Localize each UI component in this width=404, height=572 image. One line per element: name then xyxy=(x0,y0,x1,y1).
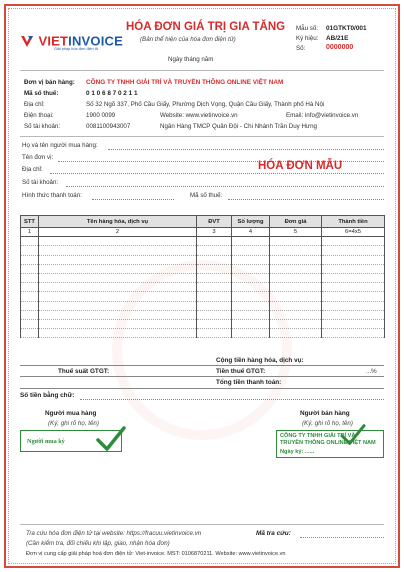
seller-signature-box xyxy=(276,430,384,458)
items-table xyxy=(20,215,385,338)
seller-stamp-date: Ngày ký: ...... xyxy=(280,449,315,455)
table-row xyxy=(21,255,385,264)
buyer-addr-line xyxy=(50,173,384,174)
invoice-date: Ngày tháng năm xyxy=(168,56,214,63)
buyer-name-line xyxy=(108,149,384,150)
table-cell xyxy=(270,310,322,319)
seller-acct-value: 0081100943007 xyxy=(86,123,131,130)
logo-text-viet: VIET xyxy=(38,33,69,49)
table-cell xyxy=(21,310,39,319)
checkmark-icon xyxy=(340,424,366,446)
table-cell xyxy=(39,283,197,292)
table-row xyxy=(21,319,385,328)
index-cell: 4 xyxy=(232,228,270,237)
table-cell xyxy=(21,237,39,246)
invoice-subtitle: (Bản thể hiện của hóa đơn điện tử) xyxy=(140,36,236,43)
index-cell: 5 xyxy=(270,228,322,237)
col-header-unit: ĐVT xyxy=(197,216,232,228)
buyer-tax-label: Mã số thuế: xyxy=(190,192,223,199)
seller-unit-value: CÔNG TY TNHH GIẢI TRÍ VÀ TRUYỀN THÔNG ONLINE VIỆT NAM xyxy=(86,79,284,86)
table-index-row xyxy=(21,228,385,237)
items-table-header xyxy=(21,216,385,228)
seller-sign-hint: (Ký, ghi rõ họ, tên) xyxy=(302,420,353,427)
checkmark-icon xyxy=(96,426,126,452)
index-cell: 6=4x5 xyxy=(322,228,385,237)
table-cell xyxy=(232,301,270,310)
table-cell xyxy=(270,273,322,282)
table-cell xyxy=(21,301,39,310)
seller-stamp-line2: TRUYỀN THÔNG ONLINE VIỆT NAM xyxy=(280,440,376,446)
table-cell xyxy=(322,292,385,301)
seller-stamp-line1: CÔNG TY TNHH GIẢI TRÍ VÀ xyxy=(280,433,356,439)
subtotal-label: Cộng tiền hàng hóa, dịch vụ: xyxy=(216,357,304,364)
table-cell xyxy=(322,301,385,310)
table-cell xyxy=(21,246,39,255)
table-row xyxy=(21,283,385,292)
buyer-addr-label: Địa chỉ: xyxy=(22,166,43,173)
table-cell xyxy=(232,319,270,328)
seller-addr-value: Số 32 Ngõ 337, Phố Cầu Giấy, Phường Dịch Vọng, Quận Cầu Giấy, Thành phố Hà Nội xyxy=(86,101,325,108)
table-cell xyxy=(270,246,322,255)
table-cell xyxy=(197,310,232,319)
table-cell xyxy=(322,329,385,338)
logo-text-invoice: INVOICE xyxy=(68,33,124,49)
table-cell xyxy=(39,264,197,273)
buyer-acct-line xyxy=(66,186,384,187)
table-cell xyxy=(322,237,385,246)
col-header-stt: STT xyxy=(21,216,39,228)
seller-phone-value: 1900 0099 xyxy=(86,112,116,119)
table-cell xyxy=(197,255,232,264)
seller-website: Website: www.vietinvoice.vn xyxy=(160,112,238,119)
table-cell xyxy=(39,237,197,246)
col-header-amount: Thành tiền xyxy=(322,216,385,228)
vat-amount-label: Tiền thuế GTGT: xyxy=(216,368,266,375)
buyer-tax-line xyxy=(228,199,384,200)
table-cell xyxy=(232,246,270,255)
table-cell xyxy=(322,246,385,255)
table-cell xyxy=(270,237,322,246)
vat-rate-label: Thuế suất GTGT: xyxy=(58,368,110,375)
amount-in-words-line xyxy=(80,399,384,400)
table-cell xyxy=(232,237,270,246)
form-label: Mẫu số: xyxy=(296,25,319,32)
totals-divider-2 xyxy=(20,376,384,377)
table-cell xyxy=(322,255,385,264)
footer-divider xyxy=(20,524,384,525)
provider-text: Đơn vị cung cấp giải pháp hoá đơn điện tử: Viet-invoice. MST: 0106870211. Website: www.vietinvoice.vn xyxy=(26,551,286,557)
table-cell xyxy=(39,301,197,310)
table-cell xyxy=(270,283,322,292)
seller-tax-label: Mã số thuế: xyxy=(24,90,59,97)
table-cell xyxy=(322,310,385,319)
seller-unit-label: Đơn vị bán hàng: xyxy=(24,79,75,86)
table-row xyxy=(21,246,385,255)
seller-tax-value: 0 1 0 6 8 7 0 2 1 1 xyxy=(86,90,138,97)
table-cell xyxy=(232,273,270,282)
buyer-pay-line xyxy=(92,199,174,200)
table-cell xyxy=(197,301,232,310)
index-cell: 3 xyxy=(197,228,232,237)
table-cell xyxy=(232,255,270,264)
table-cell xyxy=(197,283,232,292)
table-cell xyxy=(197,292,232,301)
table-cell xyxy=(197,246,232,255)
col-header-price: Đơn giá xyxy=(270,216,322,228)
table-cell xyxy=(232,329,270,338)
serial-value: AB/21E xyxy=(326,35,349,42)
table-cell xyxy=(232,310,270,319)
table-cell xyxy=(21,255,39,264)
col-header-name: Tên hàng hóa, dịch vụ xyxy=(39,216,197,228)
table-cell xyxy=(39,319,197,328)
serial-label: Ký hiệu: xyxy=(296,35,319,42)
table-cell xyxy=(270,255,322,264)
table-cell xyxy=(270,301,322,310)
form-value: 01GTKT0/001 xyxy=(326,25,367,32)
lookup-text: Tra cứu hóa đơn điện tử tại website: https://fracuu.vietinvoice.vn xyxy=(26,530,202,537)
table-row xyxy=(21,237,385,246)
buyer-sign-title: Người mua hàng xyxy=(45,410,97,417)
totals-divider-1 xyxy=(20,365,384,366)
seller-bank: Ngân Hàng TMCP Quân Đội - Chi Nhánh Trần Duy Hưng xyxy=(160,123,317,130)
table-cell xyxy=(197,329,232,338)
table-cell xyxy=(39,273,197,282)
logo-tagline: Giải pháp hóa đơn điện tử xyxy=(54,47,99,51)
seller-sign-title: Người bán hàng xyxy=(300,410,350,417)
number-value: 0000000 xyxy=(326,44,354,51)
buyer-pay-label: Hình thức thanh toán: xyxy=(22,192,82,199)
table-cell xyxy=(21,319,39,328)
table-cell xyxy=(21,283,39,292)
table-cell xyxy=(39,255,197,264)
table-cell xyxy=(39,292,197,301)
table-cell xyxy=(270,329,322,338)
table-cell xyxy=(197,264,232,273)
seller-email: Email: info@vietinvoice.vn xyxy=(286,112,359,119)
table-cell xyxy=(270,319,322,328)
seller-divider xyxy=(20,136,384,137)
totals-divider-3 xyxy=(20,388,384,389)
lookup-code-line xyxy=(300,537,384,538)
table-cell xyxy=(270,292,322,301)
amount-in-words-label: Số tiền bằng chữ: xyxy=(20,392,75,399)
table-cell xyxy=(270,264,322,273)
index-cell: 1 xyxy=(21,228,39,237)
seller-phone-label: Điện thoại: xyxy=(24,112,54,119)
buyer-name-label: Họ và tên người mua hàng: xyxy=(22,142,98,149)
vat-amount-suffix: ...% xyxy=(366,368,377,375)
sample-watermark-text: HÓA ĐƠN MẪU xyxy=(258,160,343,172)
table-cell xyxy=(39,310,197,319)
header-divider xyxy=(20,70,384,71)
lookup-code-label: Mã tra cứu: xyxy=(256,530,291,537)
table-row xyxy=(21,329,385,338)
total-label: Tổng tiền thanh toán: xyxy=(216,379,282,386)
table-cell xyxy=(21,264,39,273)
table-row xyxy=(21,273,385,282)
index-cell: 2 xyxy=(39,228,197,237)
table-cell xyxy=(39,329,197,338)
table-row xyxy=(21,264,385,273)
buyer-acct-label: Số tài khoản: xyxy=(22,179,59,186)
table-cell xyxy=(232,264,270,273)
buyer-signature-text: Người mua ký xyxy=(27,438,65,445)
number-label: Số: xyxy=(296,45,306,52)
table-row xyxy=(21,310,385,319)
seller-addr-label: Địa chỉ: xyxy=(24,101,45,108)
table-cell xyxy=(232,283,270,292)
table-cell xyxy=(322,319,385,328)
table-cell xyxy=(21,329,39,338)
logo-icon xyxy=(20,34,34,48)
table-cell xyxy=(21,273,39,282)
table-cell xyxy=(21,292,39,301)
table-cell xyxy=(197,237,232,246)
table-cell xyxy=(232,292,270,301)
table-cell xyxy=(39,246,197,255)
invoice-title: HÓA ĐƠN GIÁ TRỊ GIA TĂNG xyxy=(126,21,286,33)
table-row xyxy=(21,301,385,310)
footer-note: (Cần kiểm tra, đối chiếu khi lập, giao, nhận hóa đơn) xyxy=(26,540,170,547)
buyer-sign-hint: (Ký, ghi rõ họ, tên) xyxy=(48,420,99,427)
table-cell xyxy=(197,319,232,328)
table-cell xyxy=(322,264,385,273)
table-cell xyxy=(197,273,232,282)
table-cell xyxy=(322,283,385,292)
col-header-qty: Số lượng xyxy=(232,216,270,228)
seller-acct-label: Số tài khoản: xyxy=(24,123,61,130)
table-cell xyxy=(322,273,385,282)
buyer-unit-label: Tên đơn vị: xyxy=(22,154,54,161)
table-row xyxy=(21,292,385,301)
